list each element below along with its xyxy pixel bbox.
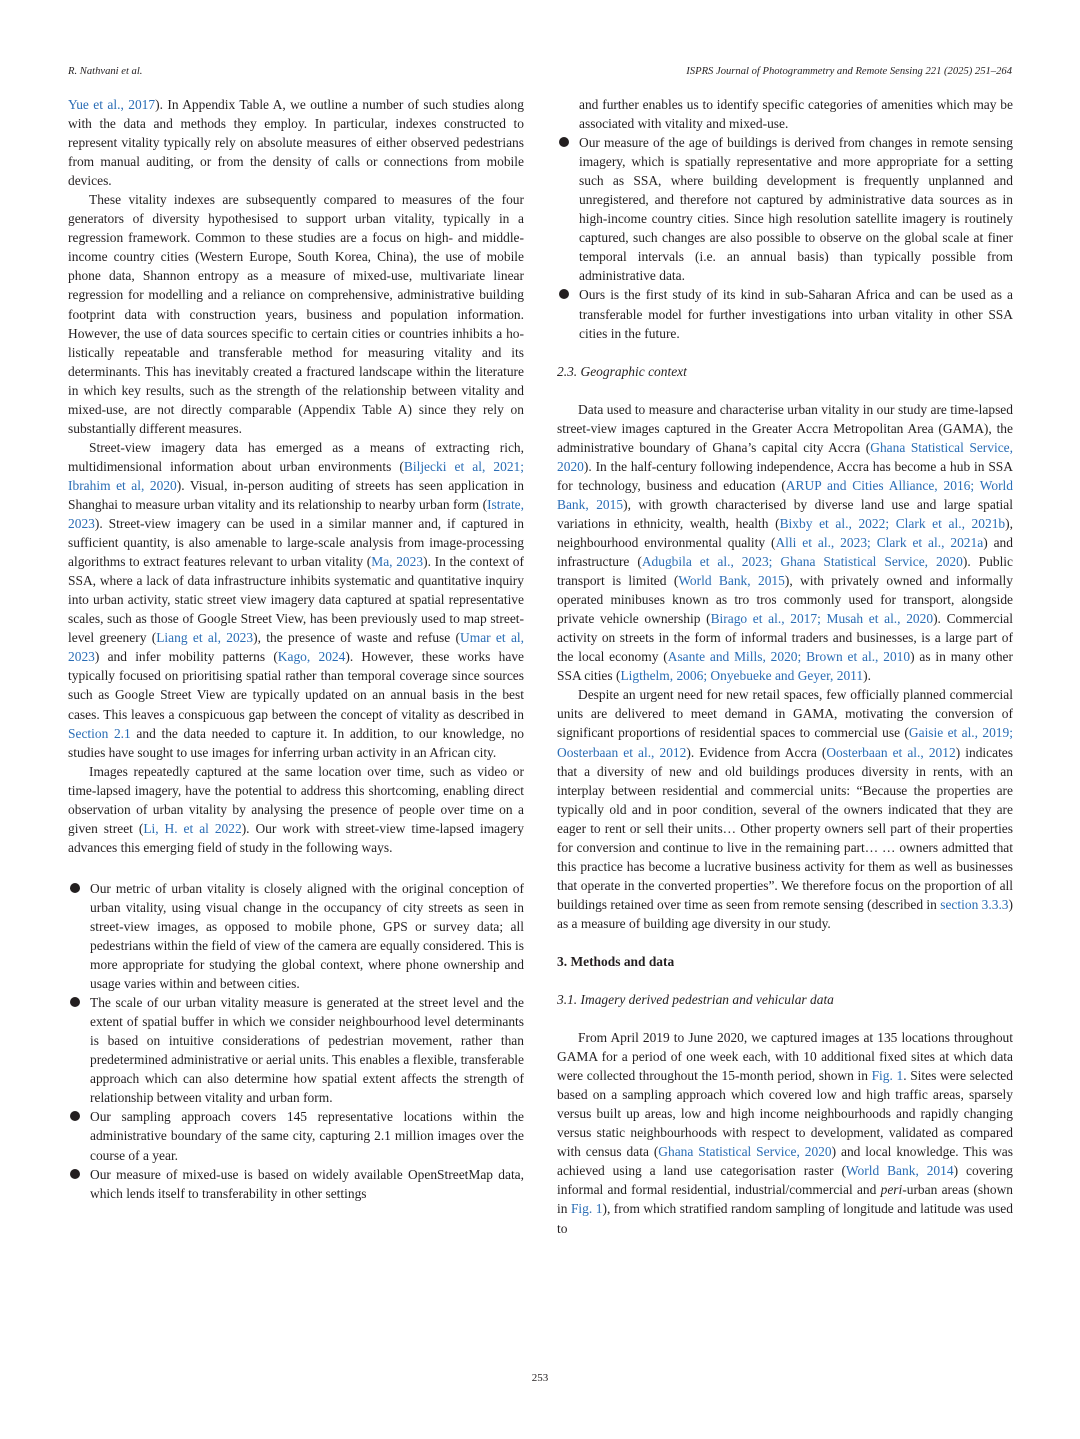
citation-link[interactable]: Oosterbaan et al., 2012 bbox=[826, 744, 956, 760]
citation-link[interactable]: Umar et al, 2023 bbox=[68, 630, 524, 665]
citation-link[interactable]: Li, H. et al 2022 bbox=[143, 820, 242, 836]
citation-link[interactable]: Kago, 2024 bbox=[277, 649, 346, 665]
citation-link[interactable]: Biljecki et al, 2021; Ibrahim et al, 2020 bbox=[68, 458, 524, 493]
citation-link[interactable]: World Bank, 2014 bbox=[845, 1163, 954, 1179]
paragraph: Street-view imagery data has emerged as a means of extracting rich, multidimensional information about urban environments (Biljecki et al, 2021; Ibrahim et al, 2020). Visual, in-person auditing of streets has seen application in Shanghai to measure urban vitality and its relationship to nearby urban form (Istrate, 2023). Street-view imagery can be used in a similar manner and, if captured in sufficient quantity, is also amenable to large-scale analysis from image-processing algorithms to extract features relevant to urban vitality (Ma, 2023). In the context of SSA, where a lack of data infrastructure inhibits systematic and quantitative inquiry into urban activity, static street view imagery data captured at spatial representative scales, such as those of Google Street View, has been previously used to map street-level greenery (Liang et al, 2023), the presence of waste and refuse (Umar et al, 2023) and infer mobility patterns (Kago, 2024). However, these works have typically focused on prioritising spatial rather than temporal coverage since sources such as Google Street View are typically updated on an annual basis in the best cases. This leaves a conspicuous gap between the concept of vitality as described in Section 2.1 and the data needed to capture it. In addition, to our knowledge, no studies have sought to use images for inferring urban activity in an African city. bbox=[68, 439, 525, 760]
list-continuation: and further enables us to identify specific categories of amenities which may be associated with vitality and mixed-use. bbox=[579, 97, 1013, 132]
paragraph: Images repeatedly captured at the same location over time, such as video or time-lapsed imagery, have the potential to address this shortcoming, enabling direct observation of urban vitality by analysing the presence of people over time on a given street (Li, H. et al 2022). Our work with street-view time-lapsed imagery advances this emerging field of study in the following ways. bbox=[68, 763, 524, 855]
citation-link[interactable]: Liang et al, 2023 bbox=[156, 630, 254, 646]
citation-link[interactable]: Ligthelm, 2006; Onyebueke and Geyer, 2011 bbox=[620, 668, 864, 684]
list-item: Ours is the first study of its kind in sub-Saharan Africa and can be used as a transferable model for further investigations into urban vitality in other SSA cities in the future. bbox=[557, 285, 1013, 342]
citation-link[interactable]: Adugbila et al., 2023; Ghana Statistical Service, 2020 bbox=[641, 554, 963, 570]
section-heading: 3. Methods and data bbox=[557, 953, 675, 969]
list-item: Our measure of mixed-use is based on widely available OpenStreetMap data, which lends itself to transferability in other settings bbox=[68, 1165, 524, 1203]
section-link[interactable]: Section 2.1 bbox=[68, 725, 131, 741]
citation-link[interactable]: Yue et al., 2017 bbox=[68, 97, 156, 112]
list-item: Our sampling approach covers 145 representative locations within the administrative boundary of the same city, capturing 2.1 million images over the course of a year. bbox=[68, 1107, 524, 1164]
header-journal: ISPRS Journal of Photogrammetry and Remote Sensing 221 (2025) 251–264 bbox=[686, 66, 1012, 77]
paragraph: Yue et al., 2017). In Appendix Table A, we outline a number of such studies along with the data and methods they employ. In particular, indexes constructed to represent vitality typically rely on absolute measures of either observed pedestrians from manual auditing, or from the density of calls or connections from mobile devices. bbox=[68, 97, 524, 189]
contribution-list bbox=[68, 879, 524, 1203]
citation-link[interactable]: Asante and Mills, 2020; Brown et al., 2010 bbox=[667, 649, 911, 665]
left-column bbox=[68, 95, 524, 1203]
contribution-list-continued bbox=[557, 133, 1013, 343]
citation-link[interactable]: Istrate, 2023 bbox=[68, 496, 524, 532]
figure-link[interactable]: Fig. 1 bbox=[871, 1068, 904, 1084]
list-item: Our measure of the age of buildings is derived from changes in remote sensing imagery, which is spatially representative and more appropriate for a setting such as SSA, where building development is frequently unplanned and unregistered, and therefore not captured by administrative data sources as in high-income country cities. Since high resolution satellite imagery is routinely captured, such changes are also possible to observe on the global scale at finer temporal intervals (i.e. an annual basis) than typically possible from administrative data. bbox=[557, 133, 1013, 285]
list-item: The scale of our urban vitality measure is generated at the street level and the extent of spatial buffer in which we consider neighbourhood level determinants is based on intuitive considerations of pedestrian movement, rather than predetermined administrative or aerial units. This enables a flexible, transferable approach which can also determine how spatial extent affects the strength of relationship between vitality and urban form. bbox=[68, 993, 524, 1107]
figure-link[interactable]: Fig. 1 bbox=[570, 1201, 603, 1217]
paragraph: Data used to measure and characterise urban vitality in our study are time-lapsed street-view images captured in the Greater Accra Metropolitan Area (GAMA), the administrative boundary of Ghana’s capital city Accra (Ghana Statistical Service, 2020). In the half-century following independence, Accra has become a hub in SSA for technology, business and education (ARUP and Cities Alliance, 2016; World Bank, 2015), with growth characterised by diverse land use and large spatial variations in ethnicity, wealth, health (Bixby et al., 2022; Clark et al., 2021b), neighbourhood environmental quality (Alli et al., 2023; Clark et al., 2021a) and infrastructure (Adugbila et al., 2023; Ghana Statistical Service, 2020). Public transport is limited (World Bank, 2015), with privately owned and informally operated minibuses known as tro tros commonly used for transport, alongside private vehicle ownership (Birago et al., 2017; Musah et al., 2020). Commercial activity on streets in the form of informal traders and businesses, is a large part of the local economy (Asante and Mills, 2020; Brown et al., 2010) as in many other SSA cities (Ligthelm, 2006; Onyebueke and Geyer, 2011). bbox=[557, 401, 1014, 684]
citation-link[interactable]: ARUP and Cities Alliance, 2016; World Bank, 2015 bbox=[557, 477, 1013, 512]
running-header bbox=[68, 66, 1012, 77]
paragraph: From April 2019 to June 2020, we captured images at 135 locations throughout GAMA for a period of one week each, with 10 additional fixed sites at which data were collected throughout the 15-month period, shown in Fig. 1. Sites were selected based on a sampling approach which covered low and high traffic areas, sparsely versus built up areas, low and high income neighbourhoods and rapidly changing versus static neighbourhoods with respect to development, validated as compared with census data (Ghana Statistical Service, 2020) and local knowledge. This was achieved using a land use categorisation raster (World Bank, 2014) covering informal and formal residential, industrial/commercial and peri-urban areas (shown in Fig. 1), from which stratified random sampling of longitude and latitude was used to bbox=[557, 1030, 1013, 1236]
citation-link[interactable]: World Bank, 2015 bbox=[678, 573, 785, 589]
citation-link[interactable]: Ghana Statistical Service, 2020 bbox=[557, 439, 1014, 474]
citation-link[interactable]: Birago et al., 2017; Musah et al., 2020 bbox=[710, 611, 934, 627]
section-link[interactable]: section 3.3.3 bbox=[940, 896, 1009, 912]
citation-link[interactable]: Ghana Statistical Service, 2020 bbox=[658, 1144, 832, 1160]
page-number: 253 bbox=[531, 1372, 549, 1384]
list-item: Our metric of urban vitality is closely aligned with the original conception of urban vitality, using visual change in the occupancy of city streets as seen in street-view images, as opposed to mobile phone, GPS or survey data; all pedestrians within the field of view of the camera are equally considered. This is more appropriate for studying the global context, where phone ownership and usage varies within and between cities. bbox=[68, 879, 524, 993]
subsection-heading: 2.3. Geographic context bbox=[557, 363, 687, 379]
citation-link[interactable]: Gaisie et al., 2019; Oosterbaan et al., 2012 bbox=[557, 725, 1013, 760]
paragraph: These vitality indexes are subsequently compared to measures of the four generators of diversity hypothesised to support urban vitality, typically in a regression framework. Common to these studies are a focus on high- and middle-income country cities (Western Europe, South Korea, China), the use of mobile phone data, Shannon entropy as a measure of mixed-use, multivariate linear regression for modelling and a reliance on comprehensive, administrative building footprint data with construction years, business and population information. However, the use of data sources specific to certain cities or countries inhibits a holistically repeatable and transferable method for measuring vitality and its determinants. This has inevitably created a fractured landscape within the literature in which key results, such as the strength of the relationship between vitality and mixed-use, are not directly comparable (Appendix Table A) since they rely on substantially different measures. bbox=[68, 192, 524, 436]
right-column bbox=[557, 95, 1013, 1238]
subsection-heading: 3.1. Imagery derived pedestrian and vehicular data bbox=[557, 992, 834, 1008]
header-authors: R. Nathvani et al. bbox=[68, 66, 143, 77]
citation-link[interactable]: Bixby et al., 2022; Clark et al., 2021b bbox=[779, 515, 1006, 531]
citation-link[interactable]: Alli et al., 2023; Clark et al., 2021a bbox=[775, 534, 984, 550]
citation-link[interactable]: Ma, 2023 bbox=[371, 554, 424, 570]
paragraph: Despite an urgent need for new retail spaces, few officially planned commercial units are delivered to meet demand in GAMA, motivating the conversion of significant proportions of residential spaces to commercial use (Gaisie et al., 2019; Oosterbaan et al., 2012). Evidence from Accra (Oosterbaan et al., 2012) indicates that a diversity of new and old buildings produces diversity in rents, with an interplay between residential and commercial units: “Because the properties are typically old and in poor condition, several of the owners indicated that they are eager to rent or sell their units… Other property owners sell part of their properties for conversion and continue to live in the remaining part… … owners admitted that this practice has become a lucrative business activity for them as well as businesses that operate in the converted properties”. We therefore focus on the proportion of all buildings retained over time as seen from remote sensing (described in section 3.3.3) as a measure of building age diversity in our study. bbox=[557, 687, 1014, 931]
